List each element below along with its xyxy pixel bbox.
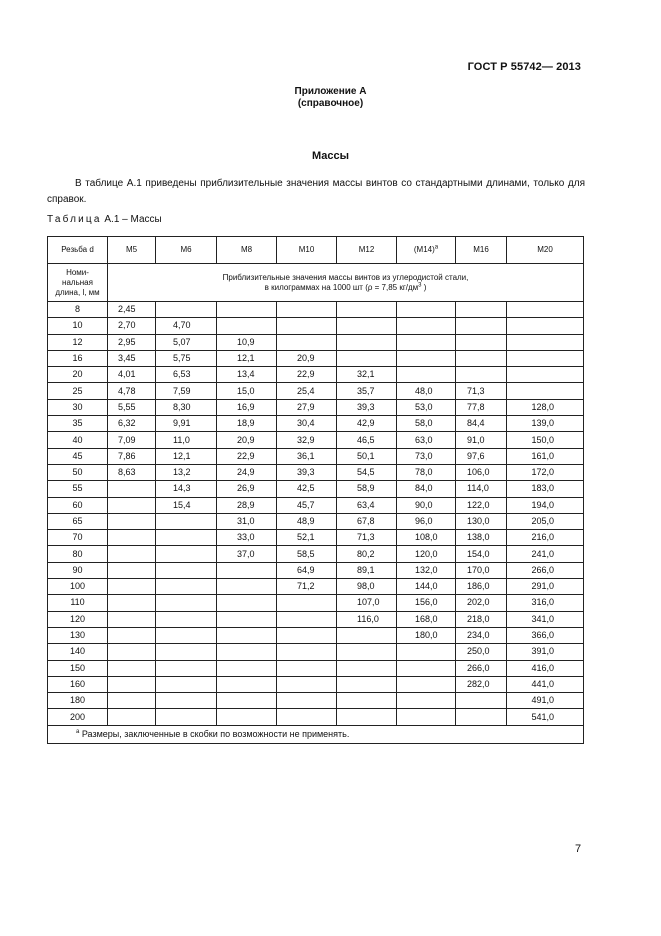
mass-cell: 48,9 xyxy=(277,513,337,529)
mass-cell xyxy=(156,676,217,692)
mass-cell: 84,4 xyxy=(456,416,507,432)
length-cell: 60 xyxy=(48,497,108,513)
table-row xyxy=(48,579,584,595)
mass-cell xyxy=(507,367,584,383)
mass-cell: 30,4 xyxy=(277,416,337,432)
mass-cell xyxy=(156,595,217,611)
mass-cell: 27,9 xyxy=(277,399,337,415)
mass-cell: 37,0 xyxy=(217,546,277,562)
length-cell: 140 xyxy=(48,644,108,660)
mass-cell xyxy=(217,693,277,709)
table-caption xyxy=(47,214,162,225)
mass-cell xyxy=(397,367,456,383)
mass-cell xyxy=(156,513,217,529)
mass-cell: 78,0 xyxy=(397,464,456,480)
mass-cell xyxy=(397,644,456,660)
table-row xyxy=(48,611,584,627)
mass-cell: 33,0 xyxy=(217,530,277,546)
mass-cell xyxy=(108,481,156,497)
mass-cell xyxy=(337,318,397,334)
mass-cell xyxy=(277,627,337,643)
mass-cell: 89,1 xyxy=(337,562,397,578)
length-cell: 65 xyxy=(48,513,108,529)
length-cell: 180 xyxy=(48,693,108,709)
mass-cell xyxy=(337,627,397,643)
mass-cell xyxy=(337,709,397,725)
mass-cell xyxy=(337,676,397,692)
mass-cell: 441,0 xyxy=(507,676,584,692)
mass-cell xyxy=(217,579,277,595)
mass-cell xyxy=(217,627,277,643)
mass-cell: 250,0 xyxy=(456,644,507,660)
mass-cell xyxy=(108,627,156,643)
mass-cell: 8,63 xyxy=(108,464,156,480)
mass-cell xyxy=(507,383,584,399)
mass-cell: 32,1 xyxy=(337,367,397,383)
mass-cell xyxy=(456,334,507,350)
table-row xyxy=(48,334,584,350)
mass-cell: 139,0 xyxy=(507,416,584,432)
mass-cell xyxy=(277,660,337,676)
mass-cell: 98,0 xyxy=(337,579,397,595)
mass-cell xyxy=(156,693,217,709)
mass-cell: 8,30 xyxy=(156,399,217,415)
table-row xyxy=(48,644,584,660)
col-m12: M12 xyxy=(337,237,397,264)
length-cell: 160 xyxy=(48,676,108,692)
mass-cell: 58,5 xyxy=(277,546,337,562)
mass-cell xyxy=(108,709,156,725)
mass-cell xyxy=(108,530,156,546)
mass-cell xyxy=(156,302,217,318)
mass-cell: 58,0 xyxy=(397,416,456,432)
mass-cell: 2,95 xyxy=(108,334,156,350)
mass-cell: 541,0 xyxy=(507,709,584,725)
mass-cell: 6,32 xyxy=(108,416,156,432)
mass-cell xyxy=(337,660,397,676)
length-cell: 40 xyxy=(48,432,108,448)
mass-cell: 116,0 xyxy=(337,611,397,627)
length-cell: 45 xyxy=(48,448,108,464)
mass-cell xyxy=(217,660,277,676)
mass-cell: 45,7 xyxy=(277,497,337,513)
mass-cell xyxy=(156,530,217,546)
mass-cell: 282,0 xyxy=(456,676,507,692)
table-footnote-row xyxy=(48,725,584,743)
mass-cell: 241,0 xyxy=(507,546,584,562)
mass-cell: 218,0 xyxy=(456,611,507,627)
mass-cell xyxy=(277,334,337,350)
mass-cell: 20,9 xyxy=(277,350,337,366)
mass-cell xyxy=(456,709,507,725)
mass-cell: 4,01 xyxy=(108,367,156,383)
col-m8: M8 xyxy=(217,237,277,264)
mass-cell: 114,0 xyxy=(456,481,507,497)
table-header-row xyxy=(48,237,584,264)
footnote-text: Размеры, заключенные в скобки по возможности не применять. xyxy=(79,728,350,739)
appendix-heading xyxy=(0,86,661,110)
mass-cell xyxy=(156,660,217,676)
table-row xyxy=(48,432,584,448)
mass-cell: 7,09 xyxy=(108,432,156,448)
mass-cell: 71,2 xyxy=(277,579,337,595)
mass-cell: 4,78 xyxy=(108,383,156,399)
table-row xyxy=(48,350,584,366)
col-m16: M16 xyxy=(456,237,507,264)
length-cell: 100 xyxy=(48,579,108,595)
table-row xyxy=(48,497,584,513)
mass-cell xyxy=(337,693,397,709)
mass-cell xyxy=(156,579,217,595)
table-row xyxy=(48,399,584,415)
mass-cell: 63,0 xyxy=(397,432,456,448)
mass-cell: 39,3 xyxy=(337,399,397,415)
mass-cell xyxy=(217,644,277,660)
mass-cell: 12,1 xyxy=(156,448,217,464)
mass-table xyxy=(47,236,584,744)
mass-cell: 122,0 xyxy=(456,497,507,513)
table-row xyxy=(48,367,584,383)
mass-cell xyxy=(108,660,156,676)
mass-cell xyxy=(217,318,277,334)
mass-cell: 20,9 xyxy=(217,432,277,448)
table-row xyxy=(48,709,584,725)
mass-cell: 90,0 xyxy=(397,497,456,513)
mass-cell: 5,07 xyxy=(156,334,217,350)
mass-cell: 2,70 xyxy=(108,318,156,334)
length-cell: 55 xyxy=(48,481,108,497)
mass-cell: 172,0 xyxy=(507,464,584,480)
mass-cell: 316,0 xyxy=(507,595,584,611)
mass-cell: 11,0 xyxy=(156,432,217,448)
mass-cell: 13,4 xyxy=(217,367,277,383)
mass-cell: 84,0 xyxy=(397,481,456,497)
mass-cell: 5,75 xyxy=(156,350,217,366)
mass-cell: 80,2 xyxy=(337,546,397,562)
col-m10: M10 xyxy=(277,237,337,264)
mass-cell: 35,7 xyxy=(337,383,397,399)
mass-cell xyxy=(217,562,277,578)
table-row xyxy=(48,481,584,497)
mass-subheader-line2 xyxy=(112,283,579,293)
mass-cell: 341,0 xyxy=(507,611,584,627)
table-row xyxy=(48,464,584,480)
mass-cell: 18,9 xyxy=(217,416,277,432)
table-row xyxy=(48,448,584,464)
mass-cell: 25,4 xyxy=(277,383,337,399)
mass-cell xyxy=(507,302,584,318)
mass-cell: 194,0 xyxy=(507,497,584,513)
mass-cell: 4,70 xyxy=(156,318,217,334)
mass-cell: 13,2 xyxy=(156,464,217,480)
appendix-title: Приложение А xyxy=(294,86,367,97)
mass-cell: 144,0 xyxy=(397,579,456,595)
mass-cell: 291,0 xyxy=(507,579,584,595)
mass-cell xyxy=(456,302,507,318)
mass-cell xyxy=(456,350,507,366)
mass-cell xyxy=(397,660,456,676)
mass-cell xyxy=(397,350,456,366)
mass-cell: 108,0 xyxy=(397,530,456,546)
col-m20: M20 xyxy=(507,237,584,264)
length-cell: 150 xyxy=(48,660,108,676)
mass-cell xyxy=(108,644,156,660)
intro-paragraph: В таблице А.1 приведены приблизительные значения массы винтов со стандартными длинами, только для справок. xyxy=(47,178,585,205)
table-row xyxy=(48,660,584,676)
mass-cell xyxy=(217,709,277,725)
col-m6: M6 xyxy=(156,237,217,264)
length-cell: 12 xyxy=(48,334,108,350)
mass-cell xyxy=(277,302,337,318)
mass-cell: 186,0 xyxy=(456,579,507,595)
mass-cell: 54,5 xyxy=(337,464,397,480)
mass-cell: 73,0 xyxy=(397,448,456,464)
mass-cell xyxy=(277,318,337,334)
mass-cell: 14,3 xyxy=(156,481,217,497)
mass-cell xyxy=(156,644,217,660)
table-caption-rest: А.1 – Массы xyxy=(104,214,162,225)
mass-cell: 96,0 xyxy=(397,513,456,529)
table-row xyxy=(48,416,584,432)
length-cell: 120 xyxy=(48,611,108,627)
mass-cell xyxy=(108,562,156,578)
mass-subheader xyxy=(108,264,584,302)
mass-cell xyxy=(156,709,217,725)
length-cell: 8 xyxy=(48,302,108,318)
mass-cell: 32,9 xyxy=(277,432,337,448)
mass-cell: 50,1 xyxy=(337,448,397,464)
length-cell: 90 xyxy=(48,562,108,578)
mass-cell: 77,8 xyxy=(456,399,507,415)
mass-cell xyxy=(507,334,584,350)
mass-cell: 107,0 xyxy=(337,595,397,611)
page-number: 7 xyxy=(575,843,582,855)
table-row xyxy=(48,383,584,399)
col-m14-label: (M14) xyxy=(413,245,435,254)
mass-cell xyxy=(456,367,507,383)
mass-cell xyxy=(456,693,507,709)
mass-cell xyxy=(108,497,156,513)
table-footnote xyxy=(48,725,584,743)
length-cell: 80 xyxy=(48,546,108,562)
mass-cell: 71,3 xyxy=(456,383,507,399)
mass-cell xyxy=(337,334,397,350)
mass-cell xyxy=(337,350,397,366)
mass-cell xyxy=(156,546,217,562)
mass-cell xyxy=(217,595,277,611)
mass-cell: 120,0 xyxy=(397,546,456,562)
length-cell: 20 xyxy=(48,367,108,383)
mass-cell: 6,53 xyxy=(156,367,217,383)
mass-cell xyxy=(507,350,584,366)
standard-number: ГОСТ Р 55742— 2013 xyxy=(467,61,581,73)
mass-cell: 130,0 xyxy=(456,513,507,529)
mass-cell: 91,0 xyxy=(456,432,507,448)
mass-cell: 42,5 xyxy=(277,481,337,497)
table-row xyxy=(48,627,584,643)
mass-cell xyxy=(156,611,217,627)
mass-cell: 10,9 xyxy=(217,334,277,350)
length-cell: 16 xyxy=(48,350,108,366)
length-cell: 35 xyxy=(48,416,108,432)
mass-cell: 154,0 xyxy=(456,546,507,562)
mass-cell: 22,9 xyxy=(217,448,277,464)
mass-subheader-sup: 3 xyxy=(418,281,422,288)
mass-cell: 22,9 xyxy=(277,367,337,383)
mass-cell: 58,9 xyxy=(337,481,397,497)
mass-cell: 168,0 xyxy=(397,611,456,627)
mass-cell: 26,9 xyxy=(217,481,277,497)
mass-cell xyxy=(397,302,456,318)
mass-cell: 205,0 xyxy=(507,513,584,529)
mass-cell xyxy=(108,611,156,627)
mass-cell xyxy=(108,693,156,709)
appendix-subtitle: (справочное) xyxy=(297,98,364,109)
mass-cell xyxy=(108,579,156,595)
mass-cell: 150,0 xyxy=(507,432,584,448)
mass-cell xyxy=(277,595,337,611)
mass-table-body xyxy=(48,237,584,744)
table-row xyxy=(48,513,584,529)
mass-cell xyxy=(397,709,456,725)
mass-cell: 42,9 xyxy=(337,416,397,432)
mass-cell xyxy=(108,513,156,529)
length-cell: 130 xyxy=(48,627,108,643)
mass-cell xyxy=(277,611,337,627)
mass-cell xyxy=(397,676,456,692)
mass-cell: 491,0 xyxy=(507,693,584,709)
mass-cell xyxy=(156,562,217,578)
mass-cell xyxy=(337,644,397,660)
mass-cell: 216,0 xyxy=(507,530,584,546)
mass-cell xyxy=(456,318,507,334)
mass-cell xyxy=(397,693,456,709)
table-row xyxy=(48,562,584,578)
mass-cell xyxy=(217,302,277,318)
length-cell: 10 xyxy=(48,318,108,334)
table-row xyxy=(48,302,584,318)
mass-cell: 16,9 xyxy=(217,399,277,415)
mass-cell: 391,0 xyxy=(507,644,584,660)
mass-cell xyxy=(156,627,217,643)
mass-cell: 5,55 xyxy=(108,399,156,415)
mass-cell: 266,0 xyxy=(456,660,507,676)
mass-cell: 46,5 xyxy=(337,432,397,448)
mass-cell: 183,0 xyxy=(507,481,584,497)
mass-cell: 67,8 xyxy=(337,513,397,529)
mass-cell xyxy=(337,302,397,318)
mass-cell xyxy=(108,595,156,611)
length-cell: 200 xyxy=(48,709,108,725)
mass-cell xyxy=(277,644,337,660)
table-caption-word: Таблица xyxy=(47,214,102,225)
length-cell: 50 xyxy=(48,464,108,480)
mass-cell: 132,0 xyxy=(397,562,456,578)
mass-cell: 366,0 xyxy=(507,627,584,643)
col-m14 xyxy=(397,237,456,264)
table-row xyxy=(48,676,584,692)
mass-cell: 12,1 xyxy=(217,350,277,366)
mass-cell xyxy=(217,676,277,692)
mass-cell xyxy=(507,318,584,334)
mass-cell: 161,0 xyxy=(507,448,584,464)
mass-cell: 416,0 xyxy=(507,660,584,676)
mass-cell: 202,0 xyxy=(456,595,507,611)
mass-subheader-line2-text: в килограммах на 1000 шт (ρ = 7,85 кг/дм xyxy=(264,282,419,292)
table-row xyxy=(48,693,584,709)
mass-cell xyxy=(397,318,456,334)
table-row xyxy=(48,595,584,611)
table-subheader-row xyxy=(48,264,584,302)
mass-cell xyxy=(217,611,277,627)
mass-cell: 15,0 xyxy=(217,383,277,399)
table-row xyxy=(48,318,584,334)
mass-cell: 2,45 xyxy=(108,302,156,318)
mass-subheader-end: ) xyxy=(421,282,427,292)
mass-cell: 106,0 xyxy=(456,464,507,480)
mass-cell: 28,9 xyxy=(217,497,277,513)
mass-cell: 15,4 xyxy=(156,497,217,513)
mass-subheader-line1: Приблизительные значения массы винтов из углеродистой стали, xyxy=(222,272,469,282)
mass-cell: 48,0 xyxy=(397,383,456,399)
footnote-mark: a xyxy=(76,728,80,735)
mass-cell: 7,59 xyxy=(156,383,217,399)
mass-cell: 3,45 xyxy=(108,350,156,366)
mass-cell: 53,0 xyxy=(397,399,456,415)
mass-cell: 24,9 xyxy=(217,464,277,480)
mass-cell: 31,0 xyxy=(217,513,277,529)
mass-cell: 170,0 xyxy=(456,562,507,578)
mass-cell xyxy=(277,676,337,692)
mass-cell: 234,0 xyxy=(456,627,507,643)
col-m5: M5 xyxy=(108,237,156,264)
length-cell: 25 xyxy=(48,383,108,399)
mass-cell xyxy=(108,546,156,562)
section-title: Массы xyxy=(311,150,350,162)
mass-cell xyxy=(277,693,337,709)
mass-cell: 138,0 xyxy=(456,530,507,546)
length-cell: 70 xyxy=(48,530,108,546)
mass-cell: 52,1 xyxy=(277,530,337,546)
thread-label: Резьба d xyxy=(48,237,108,264)
mass-cell xyxy=(277,709,337,725)
mass-cell: 97,6 xyxy=(456,448,507,464)
mass-cell xyxy=(397,334,456,350)
mass-cell: 39,3 xyxy=(277,464,337,480)
mass-cell: 128,0 xyxy=(507,399,584,415)
mass-cell: 64,9 xyxy=(277,562,337,578)
mass-cell: 156,0 xyxy=(397,595,456,611)
mass-cell: 7,86 xyxy=(108,448,156,464)
mass-cell: 71,3 xyxy=(337,530,397,546)
mass-cell: 36,1 xyxy=(277,448,337,464)
table-row xyxy=(48,546,584,562)
length-cell: 30 xyxy=(48,399,108,415)
mass-cell: 266,0 xyxy=(507,562,584,578)
mass-cell xyxy=(108,676,156,692)
col-m14-footnote-mark: a xyxy=(434,244,439,251)
mass-cell: 180,0 xyxy=(397,627,456,643)
mass-cell: 9,91 xyxy=(156,416,217,432)
table-row xyxy=(48,530,584,546)
mass-cell: 63,4 xyxy=(337,497,397,513)
length-cell: 110 xyxy=(48,595,108,611)
length-label: Номи-нальная длина, l, мм xyxy=(48,264,108,302)
